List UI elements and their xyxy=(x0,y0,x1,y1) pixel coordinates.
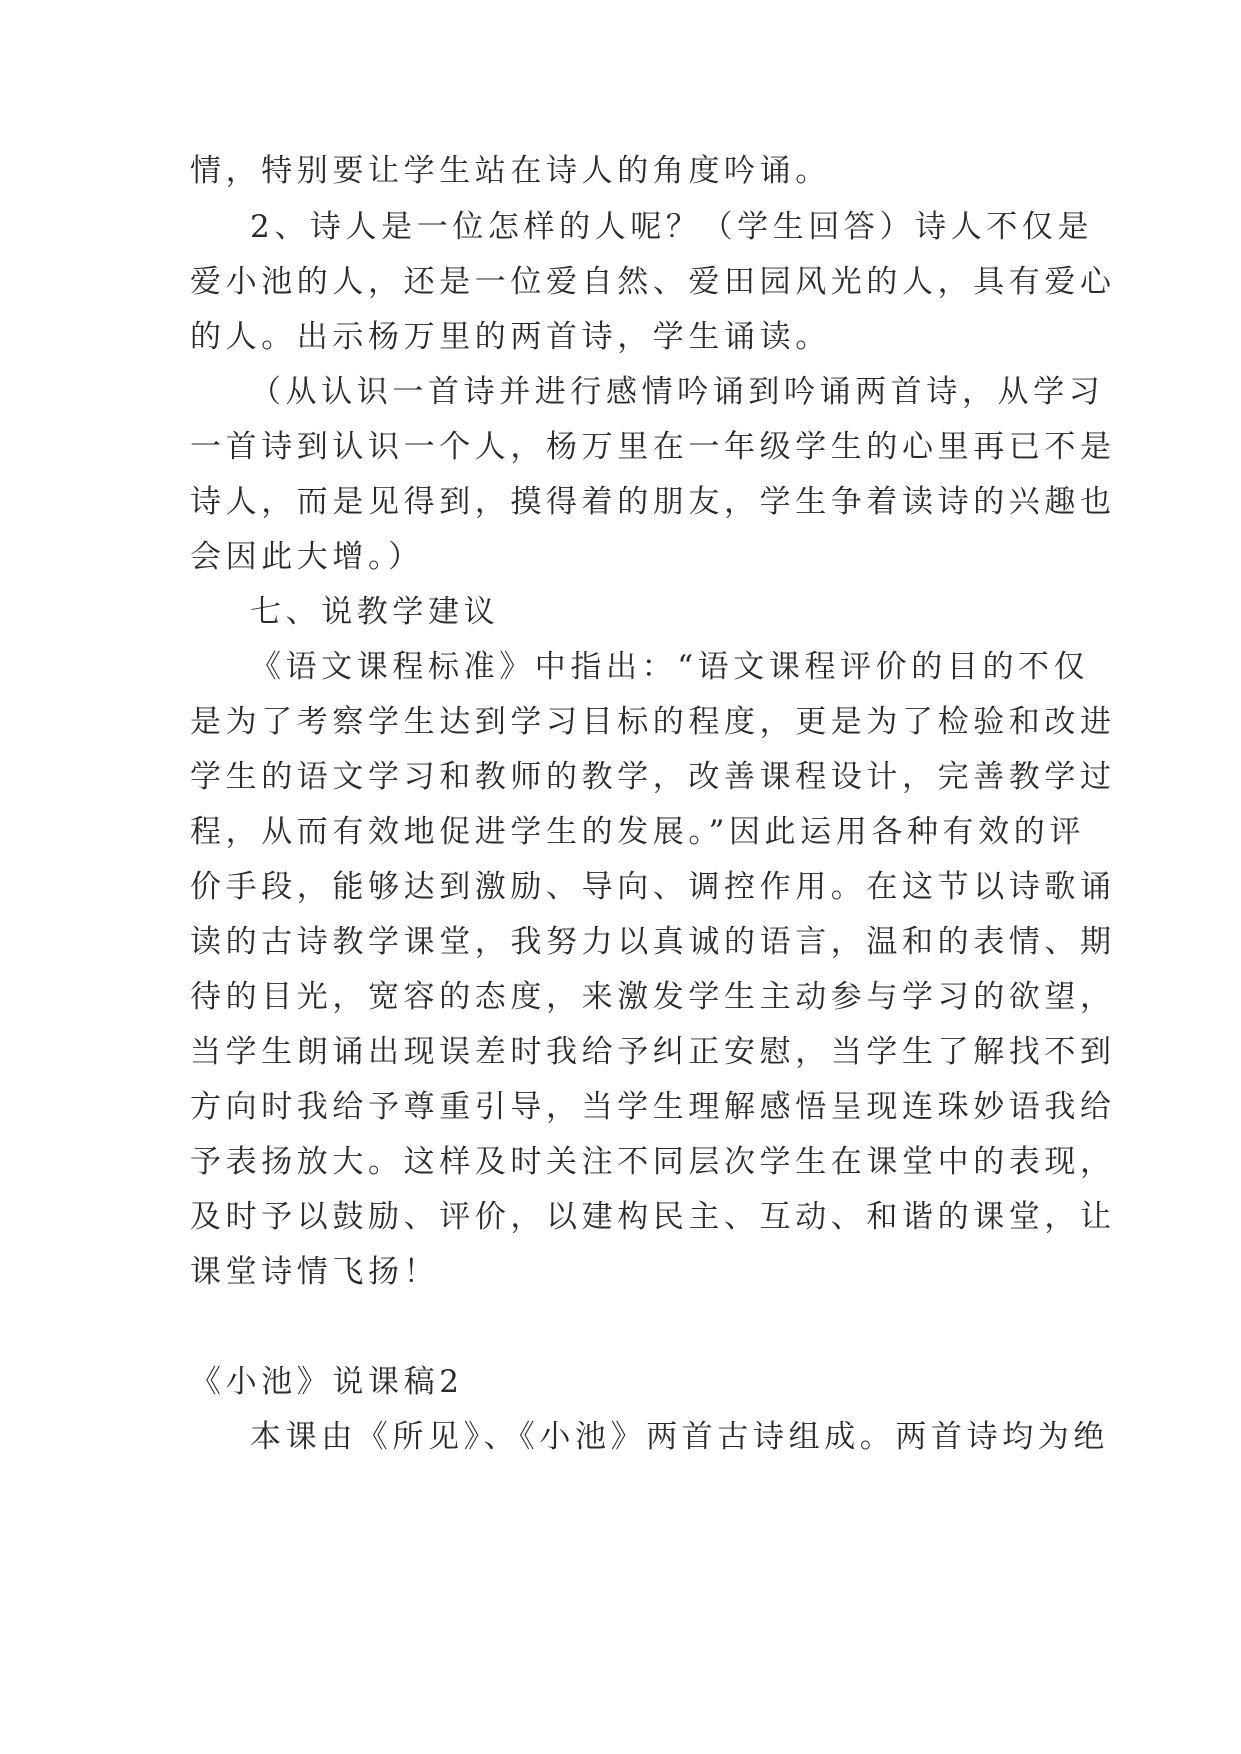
text-line: 及时予以鼓励、评价，以建构民主、互动、和谐的课堂，让 xyxy=(190,1199,1116,1235)
text-line: 学生的语文学习和教师的教学，改善课程设计，完善教学过 xyxy=(190,759,1116,795)
text-line: 本课由《所见》、《小池》两首古诗组成。两首诗均为绝 xyxy=(250,1419,1109,1455)
text-line: 读的古诗教学课堂，我努力以真诚的语言，温和的表情、期 xyxy=(190,924,1116,960)
text-line: 《语文课程标准》中指出：“语文课程评价的目的不仅 xyxy=(250,649,1090,685)
text-line: 方向时我给予尊重引导，当学生理解感悟呈现连珠妙语我给 xyxy=(190,1089,1116,1125)
text-line: 的人。出示杨万里的两首诗，学生诵读。 xyxy=(190,319,831,355)
text-line: 待的目光，宽容的态度，来激发学生主动参与学习的欲望， xyxy=(190,979,1116,1015)
text-line: 爱小池的人，还是一位爱自然、爱田园风光的人，具有爱心 xyxy=(190,264,1116,300)
text-line: 是为了考察学生达到学习目标的程度，更是为了检验和改进 xyxy=(190,704,1116,740)
text-line: 程，从而有效地促进学生的发展。”因此运用各种有效的评 xyxy=(190,814,1085,850)
text-line: 情，特别要让学生站在诗人的角度吟诵。 xyxy=(190,153,831,189)
text-line: 课堂诗情飞扬！ xyxy=(190,1254,440,1290)
text-line: 当学生朗诵出现误差时我给予纠正安慰，当学生了解找不到 xyxy=(190,1034,1116,1070)
text-line: 一首诗到认识一个人，杨万里在一年级学生的心里再已不是 xyxy=(190,429,1116,465)
text-line: 会因此大增。） xyxy=(190,539,424,575)
text-line: 2、诗人是一位怎样的人呢？（学生回答）诗人不仅是 xyxy=(250,209,1094,245)
document-title: 《小池》说课稿2 xyxy=(190,1364,464,1400)
text-line: 予表扬放大。这样及时关注不同层次学生在课堂中的表现， xyxy=(190,1144,1116,1180)
text-line: 价手段，能够达到激励、导向、调控作用。在这节以诗歌诵 xyxy=(190,869,1116,905)
section-heading: 七、说教学建议 xyxy=(250,594,500,630)
text-line: 诗人，而是见得到，摸得着的朋友，学生争着读诗的兴趣也 xyxy=(190,484,1116,520)
text-line: （从认识一首诗并进行感情吟诵到吟诵两首诗，从学习 xyxy=(250,374,1105,410)
